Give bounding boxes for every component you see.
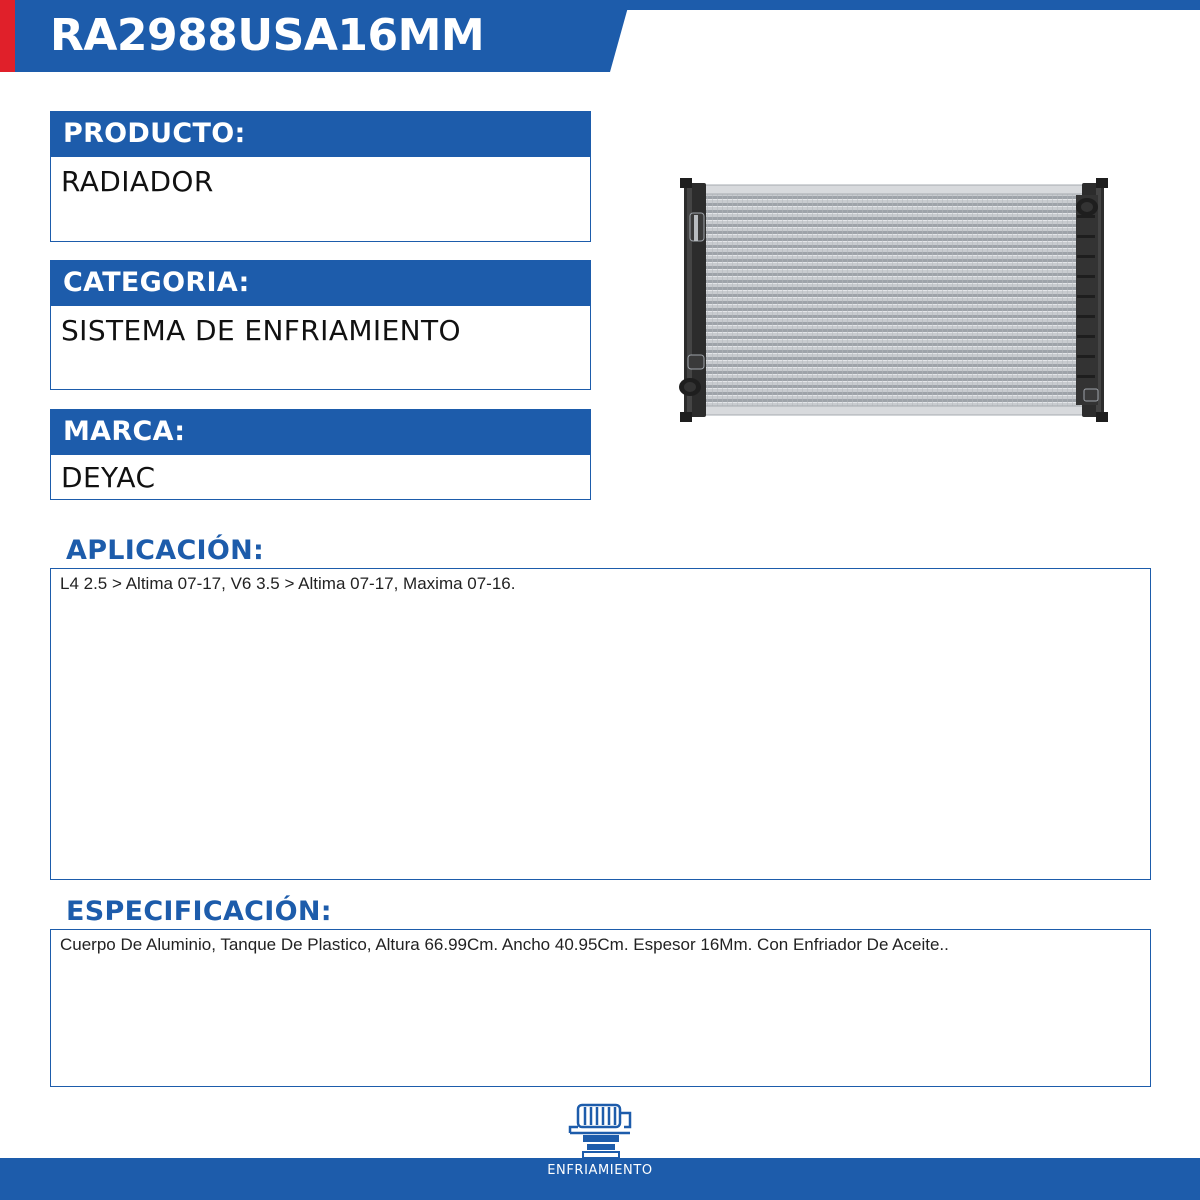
radiator-image	[672, 175, 1117, 425]
aplicacion-text: L4 2.5 > Altima 07-17, V6 3.5 > Altima 07-17, Maxima 07-16.	[50, 568, 1151, 880]
marca-label: MARCA:	[50, 409, 591, 455]
categoria-label: CATEGORIA:	[50, 260, 591, 306]
aplicacion-title: APLICACIÓN:	[66, 535, 265, 566]
producto-value: RADIADOR	[50, 157, 591, 242]
categoria-value: SISTEMA DE ENFRIAMIENTO	[50, 306, 591, 390]
producto-label: PRODUCTO:	[50, 111, 591, 157]
product-code-title: RA2988USA16MM	[50, 10, 485, 61]
footer-category-label: ENFRIAMIENTO	[547, 1163, 653, 1178]
cooling-fan-icon	[563, 1101, 637, 1161]
especificacion-text: Cuerpo De Aluminio, Tanque De Plastico, Altura 66.99Cm. Ancho 40.95Cm. Espesor 16Mm. Con Enfriador De Aceite..	[50, 929, 1151, 1087]
especificacion-title: ESPECIFICACIÓN:	[66, 896, 332, 927]
marca-value: DEYAC	[50, 455, 591, 500]
